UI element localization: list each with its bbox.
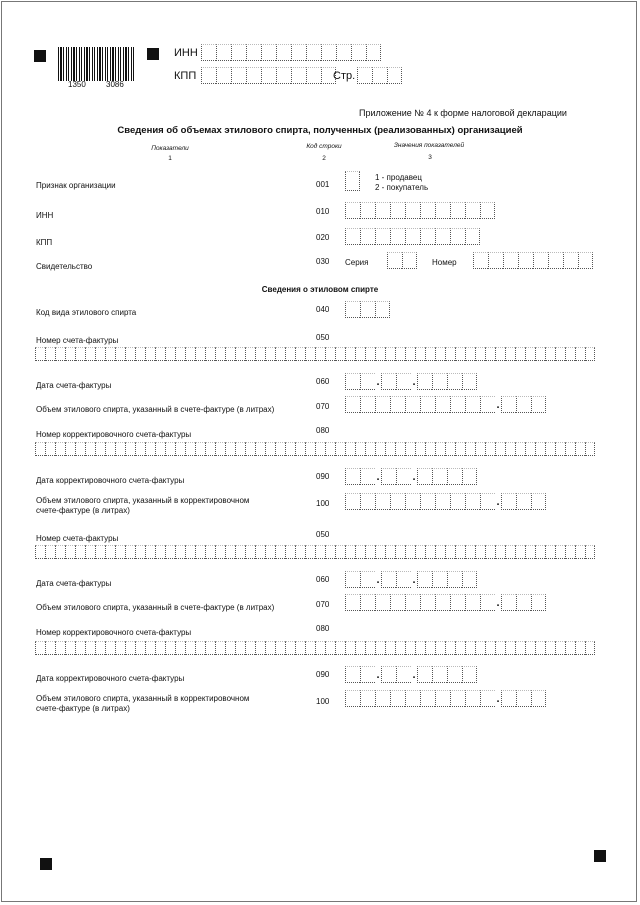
org-certificate-number-cells[interactable] (473, 252, 593, 269)
invoice-volume-code: 070 (316, 600, 330, 609)
org-kpp-code: 020 (316, 233, 330, 242)
corrective-invoice-number-cells[interactable] (35, 641, 595, 655)
corrective-invoice-number-code: 080 (316, 426, 330, 435)
invoice-volume-cells[interactable]: . (345, 396, 546, 413)
org-inn-code: 010 (316, 207, 330, 216)
invoice-volume-cells[interactable]: . (345, 594, 546, 611)
corrective-invoice-date-code: 090 (316, 670, 330, 679)
org-inn-cells[interactable] (345, 202, 495, 219)
org-kpp-label: КПП (36, 238, 53, 247)
corrective-invoice-number-code: 080 (316, 624, 330, 633)
corner-marker-top-left (34, 50, 46, 62)
column-header-values: Значения показателей (393, 142, 465, 149)
header-page-label: Стр. (333, 70, 356, 82)
invoice-volume-code: 070 (316, 402, 330, 411)
invoice-number-label: Номер счета-фактуры (36, 534, 119, 543)
corrective-invoice-volume-code: 100 (316, 697, 330, 706)
invoice-number-label: Номер счета-фактуры (36, 336, 119, 345)
column-number-1: 1 (168, 155, 172, 162)
corrective-invoice-date-label: Дата корректировочного счета-фактуры (36, 476, 185, 485)
column-header-line-code: Код строки (306, 143, 342, 150)
form-title: Сведения об объемах этилового спирта, полученных (реализованных) организацией (117, 125, 523, 136)
invoice-number-code: 050 (316, 530, 330, 539)
org-sign-label: Признак организации (36, 181, 116, 190)
corner-marker-bottom-right (594, 850, 606, 862)
invoice-date-label: Дата счета-фактуры (36, 579, 112, 588)
corrective-invoice-volume-code: 100 (316, 499, 330, 508)
corrective-invoice-volume-label-line2: счете-фактуре (в литрах) (36, 506, 130, 515)
corrective-invoice-volume-label-line2: счете-фактуре (в литрах) (36, 704, 130, 713)
invoice-date-label: Дата счета-фактуры (36, 381, 112, 390)
invoice-number-code: 050 (316, 333, 330, 342)
corrective-invoice-number-label: Номер корректировочного счета-фактуры (36, 628, 192, 637)
org-inn-label: ИНН (36, 211, 54, 220)
column-number-3: 3 (428, 154, 432, 161)
corrective-invoice-volume-label-line1: Объем этилового спирта, указанный в корректировочном (36, 694, 250, 703)
spirit-type-code-cells[interactable] (345, 301, 390, 318)
column-number-2: 2 (322, 155, 326, 162)
barcode-image (58, 47, 136, 81)
header-kpp-label: КПП (174, 70, 197, 82)
spirit-type-code: 040 (316, 305, 330, 314)
invoice-volume-label: Объем этилового спирта, указанный в счете-фактуре (в литрах) (36, 603, 275, 612)
corrective-invoice-volume-cells[interactable]: . (345, 690, 546, 707)
header-kpp-cells[interactable] (201, 67, 336, 84)
corrective-invoice-volume-label-line1: Объем этилового спирта, указанный в корректировочном (36, 496, 250, 505)
barcode-number-left: 1350 (68, 80, 86, 89)
corrective-invoice-volume-cells[interactable]: . (345, 493, 546, 510)
invoice-date-cells[interactable]: . . (345, 571, 477, 588)
corrective-invoice-date-label: Дата корректировочного счета-фактуры (36, 674, 185, 683)
org-sign-option-buyer: 2 - покупатель (375, 183, 429, 192)
invoice-number-cells[interactable] (35, 347, 595, 361)
org-certificate-series-cells[interactable] (387, 252, 417, 269)
corrective-invoice-number-cells[interactable] (35, 442, 595, 456)
org-sign-code: 001 (316, 180, 330, 189)
org-kpp-cells[interactable] (345, 228, 480, 245)
invoice-date-code: 060 (316, 377, 330, 386)
column-header-indicators: Показатели (151, 145, 189, 152)
corrective-invoice-date-cells[interactable]: . . (345, 666, 477, 683)
org-sign-cell[interactable] (345, 171, 360, 191)
barcode-number-right: 3086 (106, 80, 124, 89)
appendix-label: Приложение № 4 к форме налоговой декларации (359, 108, 567, 118)
org-certificate-label: Свидетельство (36, 262, 93, 271)
org-certificate-series-label: Серия (345, 258, 369, 267)
corner-marker-top-right (147, 48, 159, 60)
org-certificate-code: 030 (316, 257, 330, 266)
invoice-number-cells[interactable] (35, 545, 595, 559)
header-page-cells[interactable] (357, 67, 402, 84)
org-certificate-number-label: Номер (432, 258, 457, 267)
corrective-invoice-number-label: Номер корректировочного счета-фактуры (36, 430, 192, 439)
spirit-type-code-label: Код вида этилового спирта (36, 308, 137, 317)
org-sign-option-seller: 1 - продавец (375, 173, 422, 182)
header-inn-cells[interactable] (201, 44, 381, 61)
corrective-invoice-date-code: 090 (316, 472, 330, 481)
corrective-invoice-date-cells[interactable]: . . (345, 468, 477, 485)
header-inn-label: ИНН (174, 47, 198, 59)
corner-marker-bottom-left (40, 858, 52, 870)
invoice-date-code: 060 (316, 575, 330, 584)
invoice-date-cells[interactable]: . . (345, 373, 477, 390)
invoice-volume-label: Объем этилового спирта, указанный в счете-фактуре (в литрах) (36, 405, 275, 414)
section-title: Сведения о этиловом спирте (261, 285, 379, 294)
